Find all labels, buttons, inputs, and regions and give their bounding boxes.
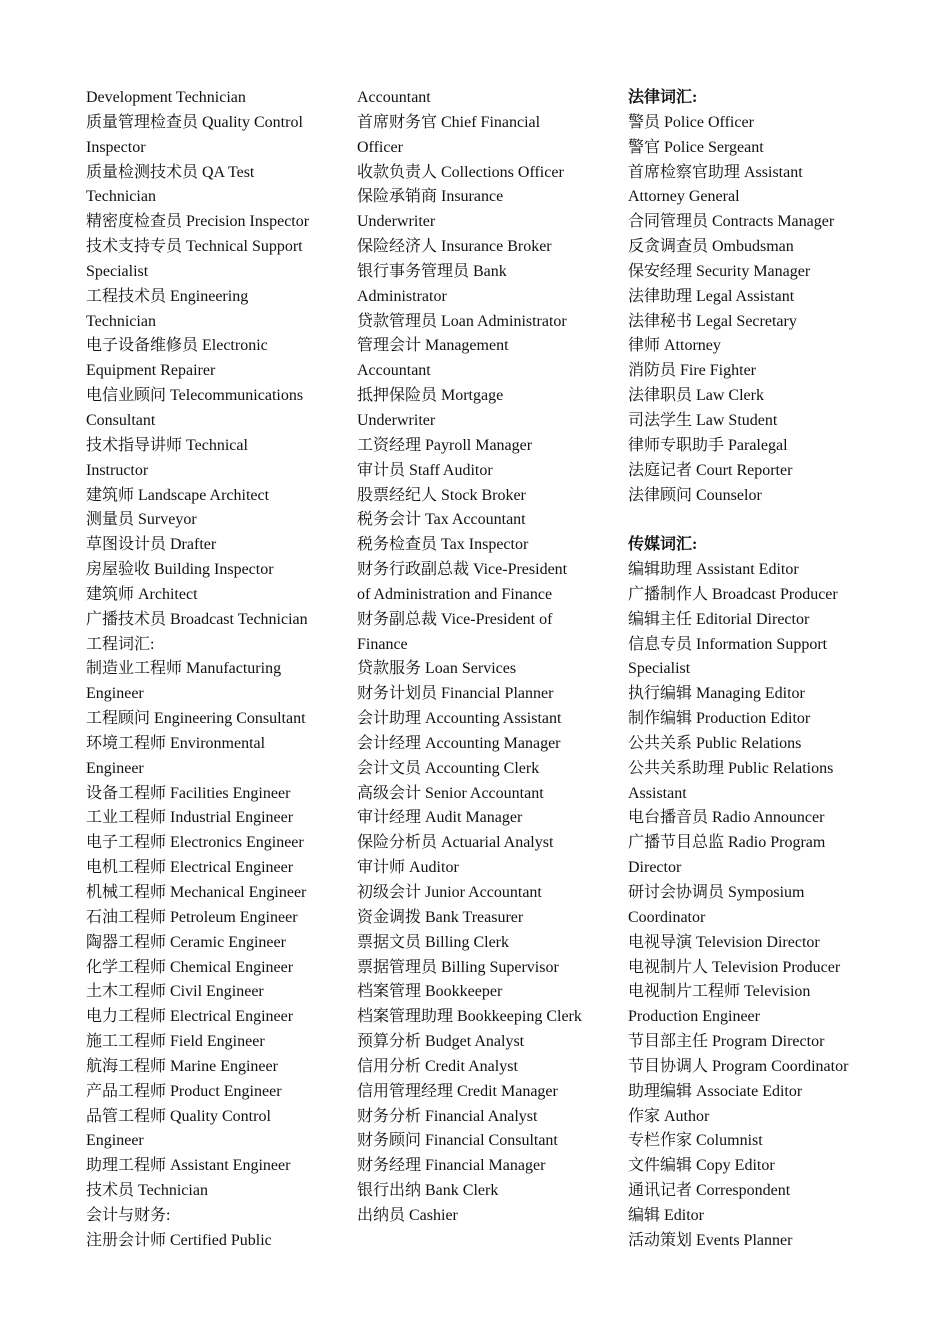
vocab-line: 律师 Attorney (628, 337, 721, 355)
vocab-line: 编辑助理 Assistant Editor (628, 561, 799, 579)
section-heading: 法律词汇: (628, 89, 698, 106)
vocab-line: Underwriter (357, 411, 436, 429)
vocab-line: 航海工程师 Marine Engineer (86, 1057, 278, 1075)
vocab-line: 设备工程师 Facilities Engineer (86, 784, 291, 802)
vocab-line: 税务检查员 Tax Inspector (357, 536, 529, 554)
vocab-line: 电台播音员 Radio Announcer (628, 809, 825, 827)
vocab-line: Finance (357, 635, 408, 653)
vocab-line: 活动策划 Events Planner (628, 1231, 793, 1249)
vocab-line: 首席检察官助理 Assistant (628, 163, 803, 181)
vocab-line: 草图设计员 Drafter (86, 536, 217, 554)
vocab-line: 银行出纳 Bank Clerk (357, 1182, 499, 1200)
vocab-line: Accountant (357, 89, 431, 106)
vocab-line: 警员 Police Officer (628, 113, 754, 131)
vocab-line: 财务行政副总裁 Vice-President (357, 561, 568, 579)
vocab-line: 信息专员 Information Support (628, 635, 828, 653)
vocab-line: 编辑主任 Editorial Director (628, 610, 810, 628)
vocab-line: Technician (86, 188, 156, 206)
vocab-line: 房屋验收 Building Inspector (86, 561, 274, 579)
vocab-line: 财务顾问 Financial Consultant (357, 1132, 558, 1150)
vocab-line: Accountant (357, 362, 431, 380)
vocab-line: 会计文员 Accounting Clerk (357, 759, 540, 777)
vocab-line: 贷款服务 Loan Services (357, 660, 517, 678)
vocab-line: 抵押保险员 Mortgage (357, 387, 504, 405)
vocab-line: 石油工程师 Petroleum Engineer (86, 908, 298, 926)
vocab-line: 司法学生 Law Student (628, 411, 778, 429)
vocab-line: 电信业顾问 Telecommunications (86, 387, 304, 405)
vocab-line: 精密度检查员 Precision Inspector (86, 213, 310, 231)
vocab-line: Production Engineer (628, 1008, 760, 1026)
blank-line (628, 508, 873, 533)
vocab-line: 工程词汇: (86, 635, 155, 653)
vocab-line: 建筑师 Landscape Architect (86, 486, 270, 504)
vocab-line: of Administration and Finance (357, 585, 553, 603)
section-heading: 传媒词汇: (628, 536, 698, 554)
vocab-line: 信用管理经理 Credit Manager (357, 1082, 558, 1100)
vocab-line: 产品工程师 Product Engineer (86, 1082, 282, 1100)
vocab-line: 机械工程师 Mechanical Engineer (86, 884, 307, 901)
vocab-line: 反贪调查员 Ombudsman (628, 238, 794, 256)
vocab-line: 电子工程师 Electronics Engineer (86, 834, 304, 852)
vocab-line: 档案管理 Bookkeeper (357, 983, 503, 1001)
vocab-line: 技术指导讲师 Technical (86, 436, 248, 454)
vocab-line: 信用分析 Credit Analyst (357, 1057, 518, 1075)
vocab-line: 执行编辑 Managing Editor (628, 685, 805, 703)
vocab-line: 贷款管理员 Loan Administrator (357, 312, 567, 330)
vocab-line: 法律顾问 Counselor (628, 486, 762, 504)
vocab-line: 测量员 Surveyor (86, 511, 197, 529)
vocab-line: Director (628, 859, 682, 877)
vocab-line: Engineer (86, 759, 144, 777)
vocab-line: 化学工程师 Chemical Engineer (86, 958, 294, 976)
vocab-line: 电视导演 Television Director (628, 933, 820, 951)
vocab-line: 首席财务官 Chief Financial (357, 113, 541, 131)
vocab-line: 收款负责人 Collections Officer (357, 163, 564, 181)
vocab-line: 通讯记者 Correspondent (628, 1182, 791, 1200)
vocab-line: 广播技术员 Broadcast Technician (86, 610, 308, 628)
vocab-line: 电视制片工程师 Television (628, 983, 811, 1001)
vocab-line: 广播制作人 Broadcast Producer (628, 585, 838, 603)
vocab-line: 预算分析 Budget Analyst (357, 1033, 525, 1051)
vocab-line: Specialist (628, 660, 691, 678)
vocab-line: 节目协调人 Program Coordinator (628, 1057, 849, 1075)
vocab-line: 出纳员 Cashier (357, 1206, 458, 1224)
vocab-line: Engineer (86, 1132, 144, 1150)
vocab-line: 票据文员 Billing Clerk (357, 933, 510, 951)
vocab-line: 节目部主任 Program Director (628, 1033, 825, 1051)
vocab-line: 审计员 Staff Auditor (357, 461, 493, 479)
vocab-line: Development Technician (86, 89, 246, 106)
vocab-line: Assistant (628, 784, 687, 802)
vocab-line: 消防员 Fire Fighter (628, 362, 756, 380)
vocab-line: Underwriter (357, 213, 436, 231)
vocab-line: 制造业工程师 Manufacturing (86, 660, 282, 678)
vocab-line: 品管工程师 Quality Control (86, 1107, 271, 1125)
vocab-line: 档案管理助理 Bookkeeping Clerk (357, 1008, 582, 1026)
vocab-line: 法律助理 Legal Assistant (628, 287, 795, 305)
vocab-line: 会计经理 Accounting Manager (357, 734, 561, 752)
vocab-line: 保险经济人 Insurance Broker (357, 238, 552, 256)
vocab-line: 公共关系助理 Public Relations (628, 759, 834, 777)
vocab-line: 财务计划员 Financial Planner (357, 685, 554, 703)
vocab-line: 质量检测技术员 QA Test (86, 163, 255, 181)
vocab-line: 制作编辑 Production Editor (628, 710, 811, 728)
vocab-line: 高级会计 Senior Accountant (357, 784, 544, 802)
vocab-line: 技术员 Technician (86, 1182, 208, 1200)
vocab-line: 合同管理员 Contracts Manager (628, 213, 835, 231)
column-left (86, 86, 331, 1254)
vocab-line: Attorney General (628, 188, 740, 206)
vocab-line: 技术支持专员 Technical Support (86, 238, 303, 256)
vocab-line: 管理会计 Management (357, 337, 509, 355)
vocab-line: Instructor (86, 461, 149, 479)
vocab-line: 会计助理 Accounting Assistant (357, 710, 562, 728)
vocab-line: 施工工程师 Field Engineer (86, 1033, 265, 1051)
vocab-line: Specialist (86, 262, 149, 280)
vocab-line: 审计师 Auditor (357, 859, 459, 877)
vocab-line: 初级会计 Junior Accountant (357, 884, 542, 901)
vocab-line: 法庭记者 Court Reporter (628, 461, 793, 479)
vocab-line: 票据管理员 Billing Supervisor (357, 958, 559, 976)
vocab-line: 工程技术员 Engineering (86, 287, 249, 305)
vocab-line: 建筑师 Architect (86, 585, 198, 603)
vocab-line: 文件编辑 Copy Editor (628, 1157, 775, 1175)
vocab-line: Consultant (86, 411, 156, 429)
vocab-line: 法律职员 Law Clerk (628, 387, 764, 405)
column-middle (357, 86, 602, 1229)
vocab-line: 银行事务管理员 Bank (357, 262, 507, 280)
vocab-line: 法律秘书 Legal Secretary (628, 312, 797, 330)
vocab-line: 助理编辑 Associate Editor (628, 1082, 803, 1100)
vocab-line: 研讨会协调员 Symposium (628, 884, 805, 901)
vocab-line: Technician (86, 312, 156, 330)
vocab-line: 陶器工程师 Ceramic Engineer (86, 933, 286, 951)
vocab-line: 会计与财务: (86, 1206, 171, 1224)
vocab-line: 财务分析 Financial Analyst (357, 1107, 538, 1125)
vocab-line: Inspector (86, 138, 146, 156)
vocab-line: 警官 Police Sergeant (628, 138, 764, 156)
vocab-line: 工资经理 Payroll Manager (357, 436, 533, 454)
vocab-line: 保险承销商 Insurance (357, 188, 504, 206)
vocab-line: 工程顾问 Engineering Consultant (86, 710, 306, 728)
vocab-line: 广播节目总监 Radio Program (628, 834, 826, 852)
column-right (628, 86, 873, 1254)
vocab-line: 编辑 Editor (628, 1206, 704, 1224)
vocab-line: 注册会计师 Certified Public (86, 1231, 272, 1249)
vocab-line: Administrator (357, 287, 447, 305)
vocab-line: 电视制片人 Television Producer (628, 958, 841, 976)
vocab-line: 助理工程师 Assistant Engineer (86, 1157, 291, 1175)
vocab-line: 财务副总裁 Vice-President of (357, 610, 553, 628)
vocab-line: 专栏作家 Columnist (628, 1132, 763, 1150)
vocab-line: 股票经纪人 Stock Broker (357, 486, 526, 504)
vocab-line: 作家 Author (628, 1107, 710, 1125)
vocab-line: 资金调拨 Bank Treasurer (357, 908, 524, 926)
vocab-line: 公共关系 Public Relations (628, 734, 802, 752)
vocab-line: 环境工程师 Environmental (86, 734, 266, 752)
vocab-line: Engineer (86, 685, 144, 703)
vocab-line: 审计经理 Audit Manager (357, 809, 523, 827)
vocab-line: 电力工程师 Electrical Engineer (86, 1008, 294, 1026)
vocab-line: Officer (357, 138, 403, 156)
vocab-line: 税务会计 Tax Accountant (357, 511, 526, 529)
vocab-line: 财务经理 Financial Manager (357, 1157, 546, 1175)
vocab-line: 保安经理 Security Manager (628, 262, 811, 280)
vocab-line: Coordinator (628, 908, 706, 926)
vocab-line: Equipment Repairer (86, 362, 216, 380)
vocab-line: 律师专职助手 Paralegal (628, 436, 788, 454)
vocab-line: 电子设备维修员 Electronic (86, 337, 268, 355)
vocab-line: 电机工程师 Electrical Engineer (86, 859, 294, 877)
vocab-line: 保险分析员 Actuarial Analyst (357, 834, 554, 852)
vocab-line: 质量管理检查员 Quality Control (86, 113, 303, 131)
vocab-line: 工业工程师 Industrial Engineer (86, 809, 294, 827)
vocab-line: 土木工程师 Civil Engineer (86, 983, 264, 1001)
